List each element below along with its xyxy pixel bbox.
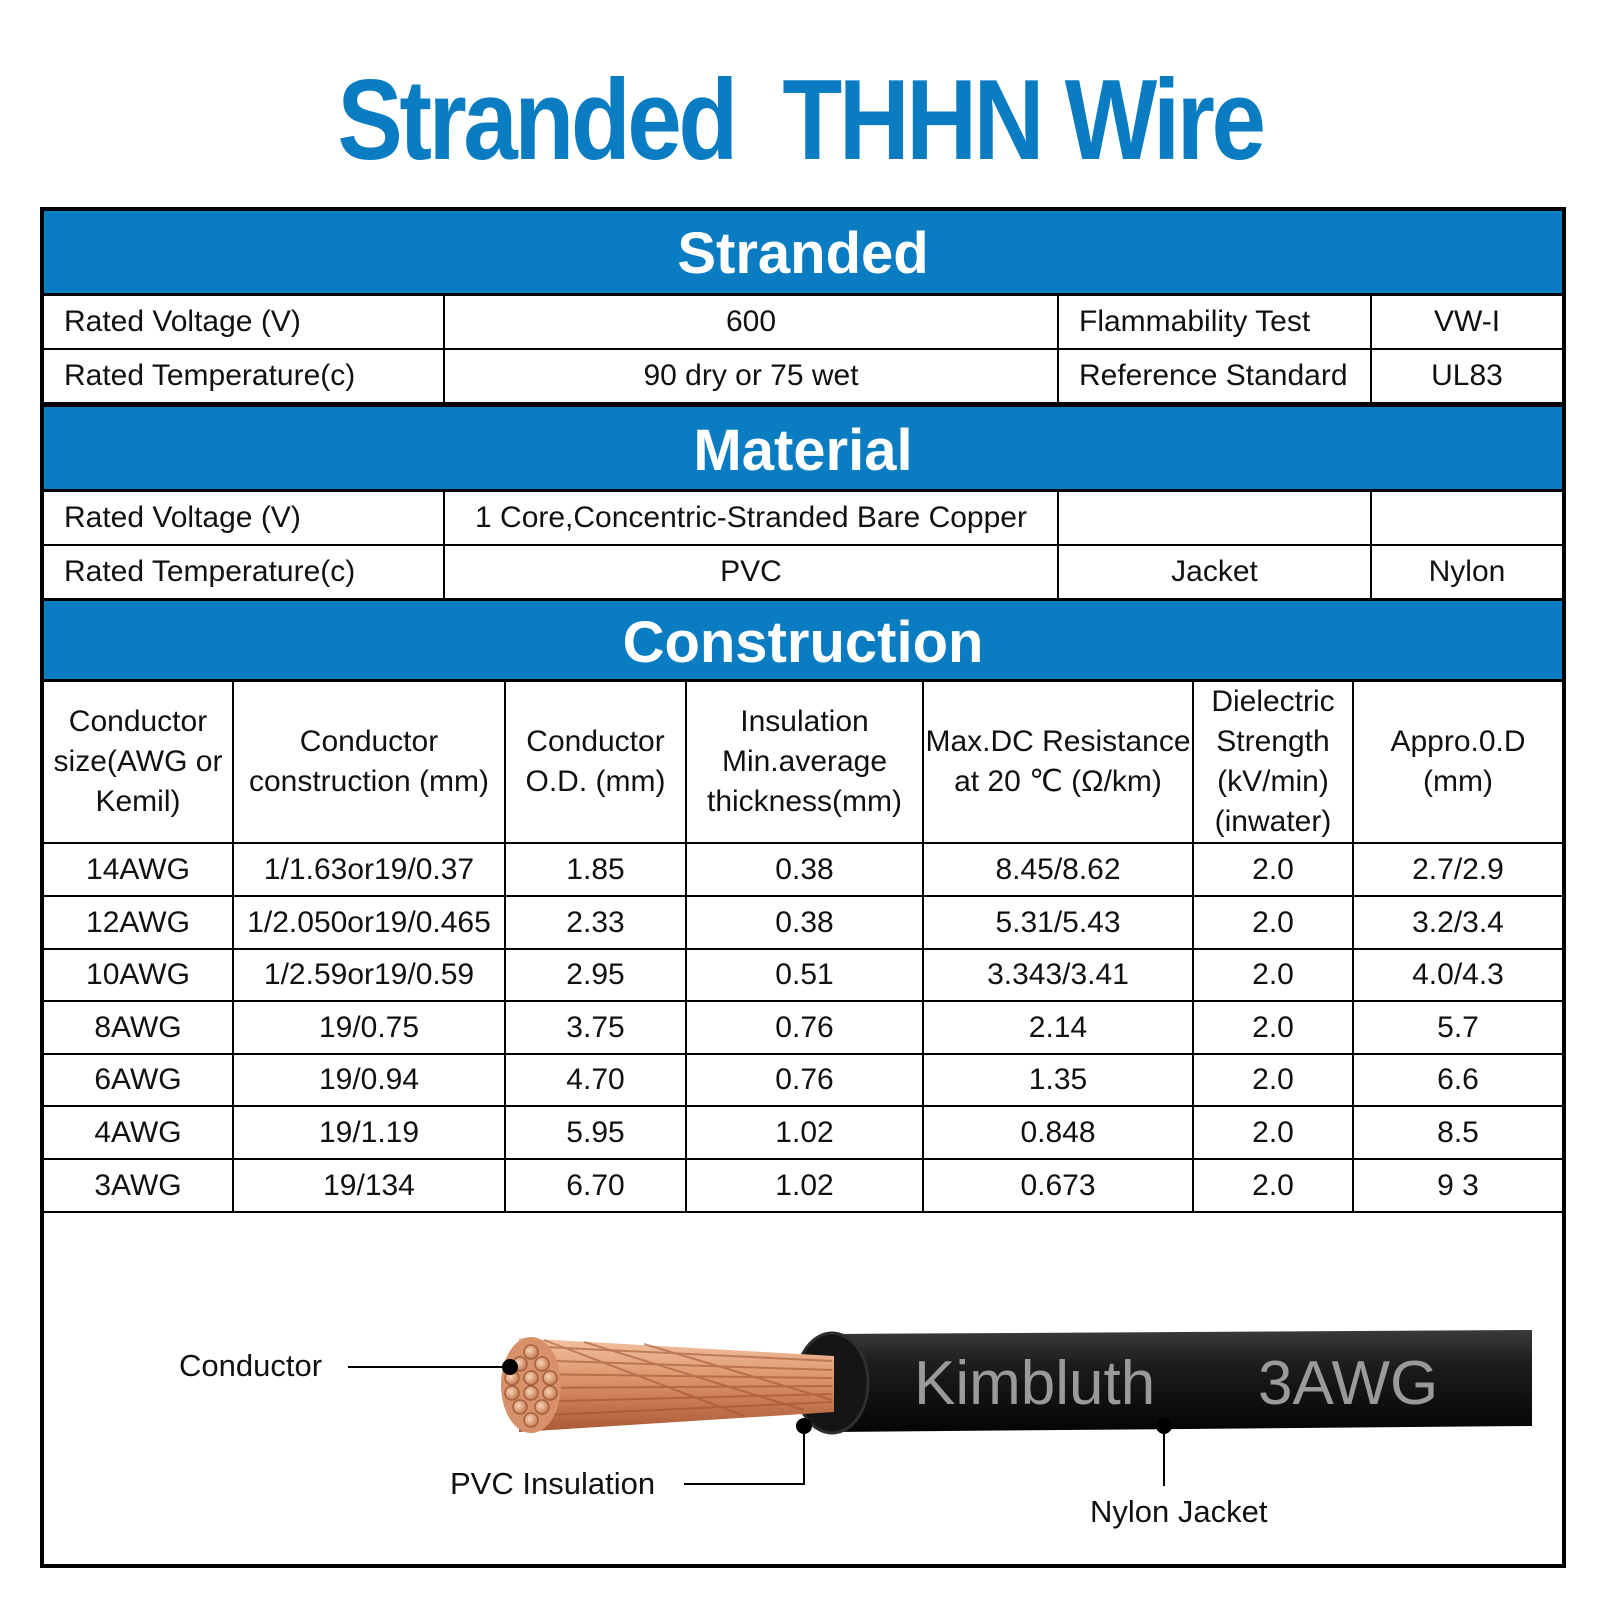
table-cell-text: 19/0.75 <box>318 1010 420 1044</box>
table-cell-text: 2.0 <box>1252 905 1294 939</box>
table-cell-text: 1/2.59or19/0.59 <box>263 957 475 991</box>
table-cell <box>687 897 924 950</box>
stranded-cell-text: 90 dry or 75 wet <box>643 359 859 392</box>
column-header <box>44 682 234 844</box>
table-cell <box>1194 1002 1354 1055</box>
table-cell-text: 1.85 <box>566 852 625 886</box>
spec-table <box>40 207 1566 1568</box>
table-cell-text: 2.33 <box>566 905 625 939</box>
table-cell-text: 8.5 <box>1437 1115 1479 1149</box>
table-cell <box>924 1160 1194 1213</box>
nylon-jacket-label: Nylon Jacket <box>1090 1494 1268 1529</box>
table-cell-text: 0.76 <box>775 1062 834 1096</box>
table-cell <box>1194 897 1354 950</box>
table-cell <box>506 1107 687 1160</box>
column-header-text: Conductor size(AWG or Kemil) <box>53 705 223 818</box>
stranded-heading: Stranded <box>44 211 1562 296</box>
material-cell-text: Nylon <box>1428 555 1506 588</box>
material-cell-text: Rated Voltage (V) <box>64 501 301 534</box>
table-cell <box>924 1107 1194 1160</box>
stranded-cell <box>445 296 1059 350</box>
table-cell <box>506 1002 687 1055</box>
table-cell <box>1354 1107 1562 1160</box>
table-cell <box>1354 1160 1562 1213</box>
material-cell-text: Rated Temperature(c) <box>64 555 356 588</box>
table-cell <box>924 949 1194 1002</box>
table-cell-text: 4.70 <box>566 1062 625 1096</box>
table-cell <box>1354 1002 1562 1055</box>
table-cell <box>1194 1160 1354 1213</box>
stranded-cell-text: Reference Standard <box>1079 359 1348 392</box>
table-cell <box>234 844 506 897</box>
table-cell-text: 2.0 <box>1252 1168 1294 1202</box>
stranded-cell-text: Rated Voltage (V) <box>64 305 301 338</box>
material-cell <box>1059 492 1372 546</box>
stranded-cell <box>1059 296 1372 350</box>
table-cell <box>1194 1107 1354 1160</box>
table-cell <box>234 1054 506 1107</box>
column-header-text: Conductor construction (mm) <box>248 725 490 798</box>
table-cell <box>234 949 506 1002</box>
column-header-text: Insulation Min.average thickness(mm) <box>706 705 902 818</box>
material-cell <box>445 492 1059 546</box>
table-cell-text: 5.7 <box>1437 1010 1479 1044</box>
table-cell <box>687 1002 924 1055</box>
table-cell <box>1194 844 1354 897</box>
table-cell <box>924 1054 1194 1107</box>
stranded-cell <box>445 350 1059 404</box>
table-cell <box>1354 1054 1562 1107</box>
table-cell-text: 2.0 <box>1252 957 1294 991</box>
construction-heading: Construction <box>44 598 1562 682</box>
table-cell-text: 10AWG <box>86 957 190 991</box>
table-cell <box>44 1160 234 1213</box>
table-cell <box>687 1107 924 1160</box>
table-cell <box>44 1054 234 1107</box>
material-heading: Material <box>44 404 1562 492</box>
pvc-insulation-label: PVC Insulation <box>450 1466 656 1501</box>
table-cell <box>1354 897 1562 950</box>
table-cell-text: 3.75 <box>566 1010 625 1044</box>
table-cell-text: 3.343/3.41 <box>987 957 1129 991</box>
material-cell <box>1372 546 1562 600</box>
table-cell <box>506 897 687 950</box>
column-header <box>1194 682 1354 844</box>
table-cell-text: 19/134 <box>323 1168 415 1202</box>
material-cell-text: 1 Core,Concentric-Stranded Bare Copper <box>475 501 1027 534</box>
table-cell-text: 12AWG <box>86 905 190 939</box>
material-cell <box>1372 492 1562 546</box>
table-cell-text: 1/1.63or19/0.37 <box>263 852 475 886</box>
table-cell <box>234 897 506 950</box>
table-cell <box>44 1002 234 1055</box>
stranded-cell-text: Rated Temperature(c) <box>64 359 356 392</box>
table-cell-text: 19/0.94 <box>318 1062 420 1096</box>
table-cell <box>924 1002 1194 1055</box>
material-cell-text: Jacket <box>1171 555 1258 588</box>
table-cell <box>687 844 924 897</box>
wire-brand-text: Kimbluth <box>914 1349 1156 1418</box>
table-cell-text: 5.31/5.43 <box>995 905 1121 939</box>
table-cell-text: 5.95 <box>566 1115 625 1149</box>
table-cell <box>687 949 924 1002</box>
material-cell <box>44 492 445 546</box>
stranded-cell-text: VW-I <box>1433 305 1501 338</box>
material-cell <box>445 546 1059 600</box>
stranded-cell-text: UL83 <box>1431 359 1503 392</box>
column-header-text: Conductor O.D. (mm) <box>525 725 666 798</box>
stranded-cell <box>1372 296 1562 350</box>
table-cell-text: 8.45/8.62 <box>995 852 1121 886</box>
table-cell-text: 4AWG <box>94 1115 182 1149</box>
stranded-cell <box>1372 350 1562 404</box>
column-header <box>1354 682 1562 844</box>
table-cell-text: 3.2/3.4 <box>1412 905 1504 939</box>
table-cell-text: 0.673 <box>1020 1168 1096 1202</box>
table-cell <box>506 949 687 1002</box>
table-cell-text: 2.0 <box>1252 1010 1294 1044</box>
table-cell-text: 2.95 <box>566 957 625 991</box>
table-cell <box>1354 844 1562 897</box>
table-cell-text: 2.0 <box>1252 1115 1294 1149</box>
column-header <box>924 682 1194 844</box>
table-cell <box>1194 949 1354 1002</box>
wire-cross-section-image <box>44 1246 1562 1564</box>
table-cell <box>506 1054 687 1107</box>
column-header <box>234 682 506 844</box>
table-cell <box>687 1054 924 1107</box>
table-cell-text: 1.35 <box>1028 1062 1088 1096</box>
table-cell-text: 1.02 <box>775 1115 834 1149</box>
stranded-cell <box>1059 350 1372 404</box>
table-cell-text: 2.7/2.9 <box>1412 852 1504 886</box>
table-cell-text: 0.76 <box>775 1010 834 1044</box>
material-cell <box>1059 546 1372 600</box>
table-cell-text: 19/1.19 <box>318 1115 420 1149</box>
table-cell-text: 6AWG <box>94 1062 182 1096</box>
table-cell <box>506 1160 687 1213</box>
table-cell-text: 0.848 <box>1020 1115 1096 1149</box>
material-cell <box>44 546 445 600</box>
table-cell <box>44 1107 234 1160</box>
column-header-text: Appro.0.D (mm) <box>1390 725 1526 798</box>
table-cell <box>44 844 234 897</box>
table-cell-text: 4.0/4.3 <box>1412 957 1504 991</box>
table-cell-text: 1.02 <box>775 1168 834 1202</box>
table-cell-text: 9 3 <box>1437 1168 1479 1202</box>
table-cell <box>234 1107 506 1160</box>
wire-size-text: 3AWG <box>1258 1349 1439 1418</box>
stranded-cell-text: Flammability Test <box>1079 305 1311 338</box>
table-cell <box>234 1002 506 1055</box>
material-cell-text: PVC <box>720 555 782 588</box>
table-cell <box>924 844 1194 897</box>
table-cell-text: 0.51 <box>775 957 834 991</box>
table-cell-text: 3AWG <box>94 1168 182 1202</box>
table-cell-text: 0.38 <box>775 905 834 939</box>
table-cell <box>506 844 687 897</box>
table-cell <box>687 1160 924 1213</box>
column-header <box>506 682 687 844</box>
stranded-cell <box>44 296 445 350</box>
table-cell-text: 2.14 <box>1028 1010 1088 1044</box>
table-cell <box>44 949 234 1002</box>
table-cell <box>1354 949 1562 1002</box>
stranded-cell-text: 600 <box>725 305 777 338</box>
column-header-text: Dielectric Strength (kV/min) (inwater) <box>1211 685 1335 838</box>
conductor-label: Conductor <box>179 1348 323 1383</box>
table-cell-text: 6.6 <box>1437 1062 1479 1096</box>
table-cell <box>924 897 1194 950</box>
table-cell-text: 1/2.050or19/0.465 <box>247 905 491 939</box>
table-cell <box>234 1160 506 1213</box>
table-cell <box>44 897 234 950</box>
page-title: Stranded THHN Wire <box>337 57 1263 184</box>
column-header-text: Max.DC Resistance at 20 ℃ (Ω/km) <box>925 725 1191 798</box>
table-cell-text: 8AWG <box>94 1010 182 1044</box>
table-cell-text: 0.38 <box>775 852 834 886</box>
table-cell-text: 2.0 <box>1252 1062 1294 1096</box>
table-cell <box>1194 1054 1354 1107</box>
stranded-cell <box>44 350 445 404</box>
table-cell-text: 14AWG <box>86 852 190 886</box>
table-cell-text: 2.0 <box>1252 852 1294 886</box>
column-header <box>687 682 924 844</box>
wire-illustration <box>44 1246 1562 1564</box>
table-cell-text: 6.70 <box>566 1168 625 1202</box>
